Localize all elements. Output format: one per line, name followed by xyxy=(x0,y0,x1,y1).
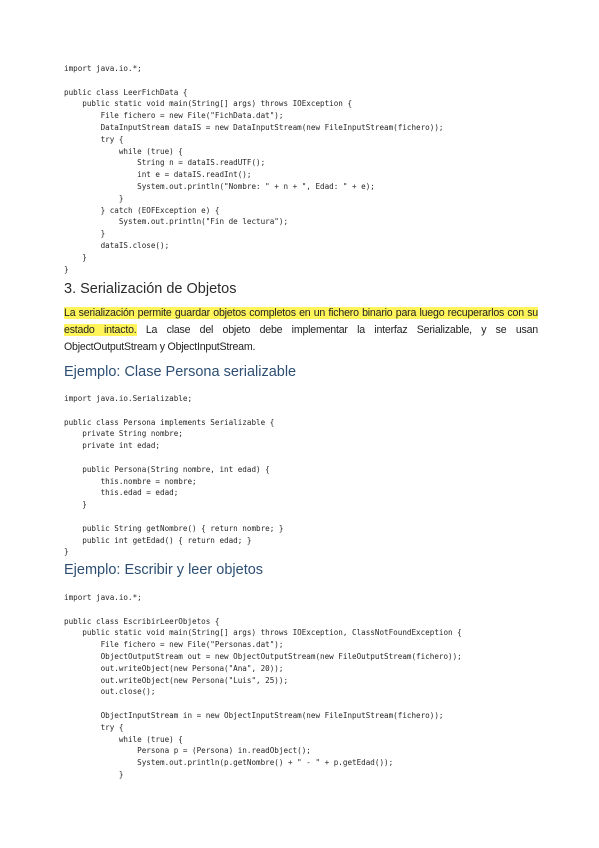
code-line: out.writeObject(new Persona("Luis", 25)); xyxy=(64,675,289,685)
code-line: while (true) { xyxy=(64,734,183,744)
code-line: } xyxy=(64,500,87,510)
code-line: dataIS.close(); xyxy=(64,240,170,250)
section-title: 3. Serialización de Objetos xyxy=(64,281,237,297)
code-line xyxy=(64,405,283,417)
example-title-escribir-leer: Ejemplo: Escribir y leer objetos xyxy=(64,562,264,578)
code-line: try { xyxy=(64,722,124,732)
code-line: ObjectOutputStream out = new ObjectOutputStream(new FileOutputStream(fichero)); xyxy=(64,651,462,661)
code-line: public class LeerFichData { xyxy=(64,87,188,97)
paragraph-keyword: serialización xyxy=(78,307,135,319)
code-line: Persona p = (Persona) in.readObject(); xyxy=(64,746,311,756)
code-line: File fichero = new File("Personas.dat"); xyxy=(64,640,284,650)
example-title-persona: Ejemplo: Clase Persona serializable xyxy=(64,364,297,380)
code-line: } xyxy=(64,264,69,274)
paragraph-rest: La clase del objeto debe implementar la interfaz Serializable, y se usan ObjectOutputStream y ObjectInputStream. xyxy=(64,324,538,353)
code-block-escribir-leer xyxy=(64,592,462,781)
code-line xyxy=(64,511,283,523)
code-line: System.out.println(p.getNombre() + " - " + p.getEdad()); xyxy=(64,758,394,768)
code-line: public String getNombre() { return nombre; } xyxy=(64,523,284,533)
code-line: File fichero = new File("FichData.dat"); xyxy=(64,111,284,121)
code-line: import java.io.Serializable; xyxy=(64,394,193,403)
paragraph-lead: La xyxy=(64,307,79,319)
code-line: try { xyxy=(64,134,124,144)
code-line: public class Persona implements Serializable { xyxy=(64,417,275,427)
code-line: } xyxy=(64,769,124,779)
code-line: public static void main(String[] args) throws IOException { xyxy=(64,99,353,109)
code-block-leer-fich-data xyxy=(64,63,443,275)
code-line: out.close(); xyxy=(64,687,156,697)
code-line: } xyxy=(64,547,69,557)
code-line: import java.io.*; xyxy=(64,593,142,602)
code-line: System.out.println("Nombre: " + n + ", Edad: " + e); xyxy=(64,181,375,191)
code-line: DataInputStream dataIS = new DataInputStream(new FileInputStream(fichero)); xyxy=(64,122,444,132)
code-line xyxy=(64,452,283,464)
code-block-persona xyxy=(64,393,283,558)
code-line: } xyxy=(64,193,124,203)
code-line: System.out.println("Fin de lectura"); xyxy=(64,217,289,227)
code-line: private int edad; xyxy=(64,441,161,451)
code-line: ObjectInputStream in = new ObjectInputStream(new FileInputStream(fichero)); xyxy=(64,710,444,720)
code-line xyxy=(64,604,462,616)
code-line: this.nombre = nombre; xyxy=(64,476,197,486)
paragraph-highlight-rest: permite guardar objetos completos en un fichero binario para luego recuperarlos con su estado intacto. xyxy=(64,307,538,336)
section-paragraph xyxy=(64,305,538,356)
code-line xyxy=(64,75,443,87)
code-line: } xyxy=(64,252,87,262)
code-line: import java.io.*; xyxy=(64,64,142,73)
code-line: int e = dataIS.readInt(); xyxy=(64,170,252,180)
code-line: String n = dataIS.readUTF(); xyxy=(64,158,266,168)
code-line: } catch (EOFException e) { xyxy=(64,205,220,215)
code-line: while (true) { xyxy=(64,146,183,156)
code-line: this.edad = edad; xyxy=(64,488,179,498)
code-line: } xyxy=(64,229,106,239)
code-line: private String nombre; xyxy=(64,429,183,439)
code-line: out.writeObject(new Persona("Ana", 20)); xyxy=(64,663,284,673)
code-line: public class EscribirLeerObjetos { xyxy=(64,616,220,626)
code-line: public Persona(String nombre, int edad) { xyxy=(64,464,270,474)
code-line xyxy=(64,698,462,710)
code-line: public static void main(String[] args) throws IOException, ClassNotFoundException { xyxy=(64,628,462,638)
code-line: public int getEdad() { return edad; } xyxy=(64,535,252,545)
